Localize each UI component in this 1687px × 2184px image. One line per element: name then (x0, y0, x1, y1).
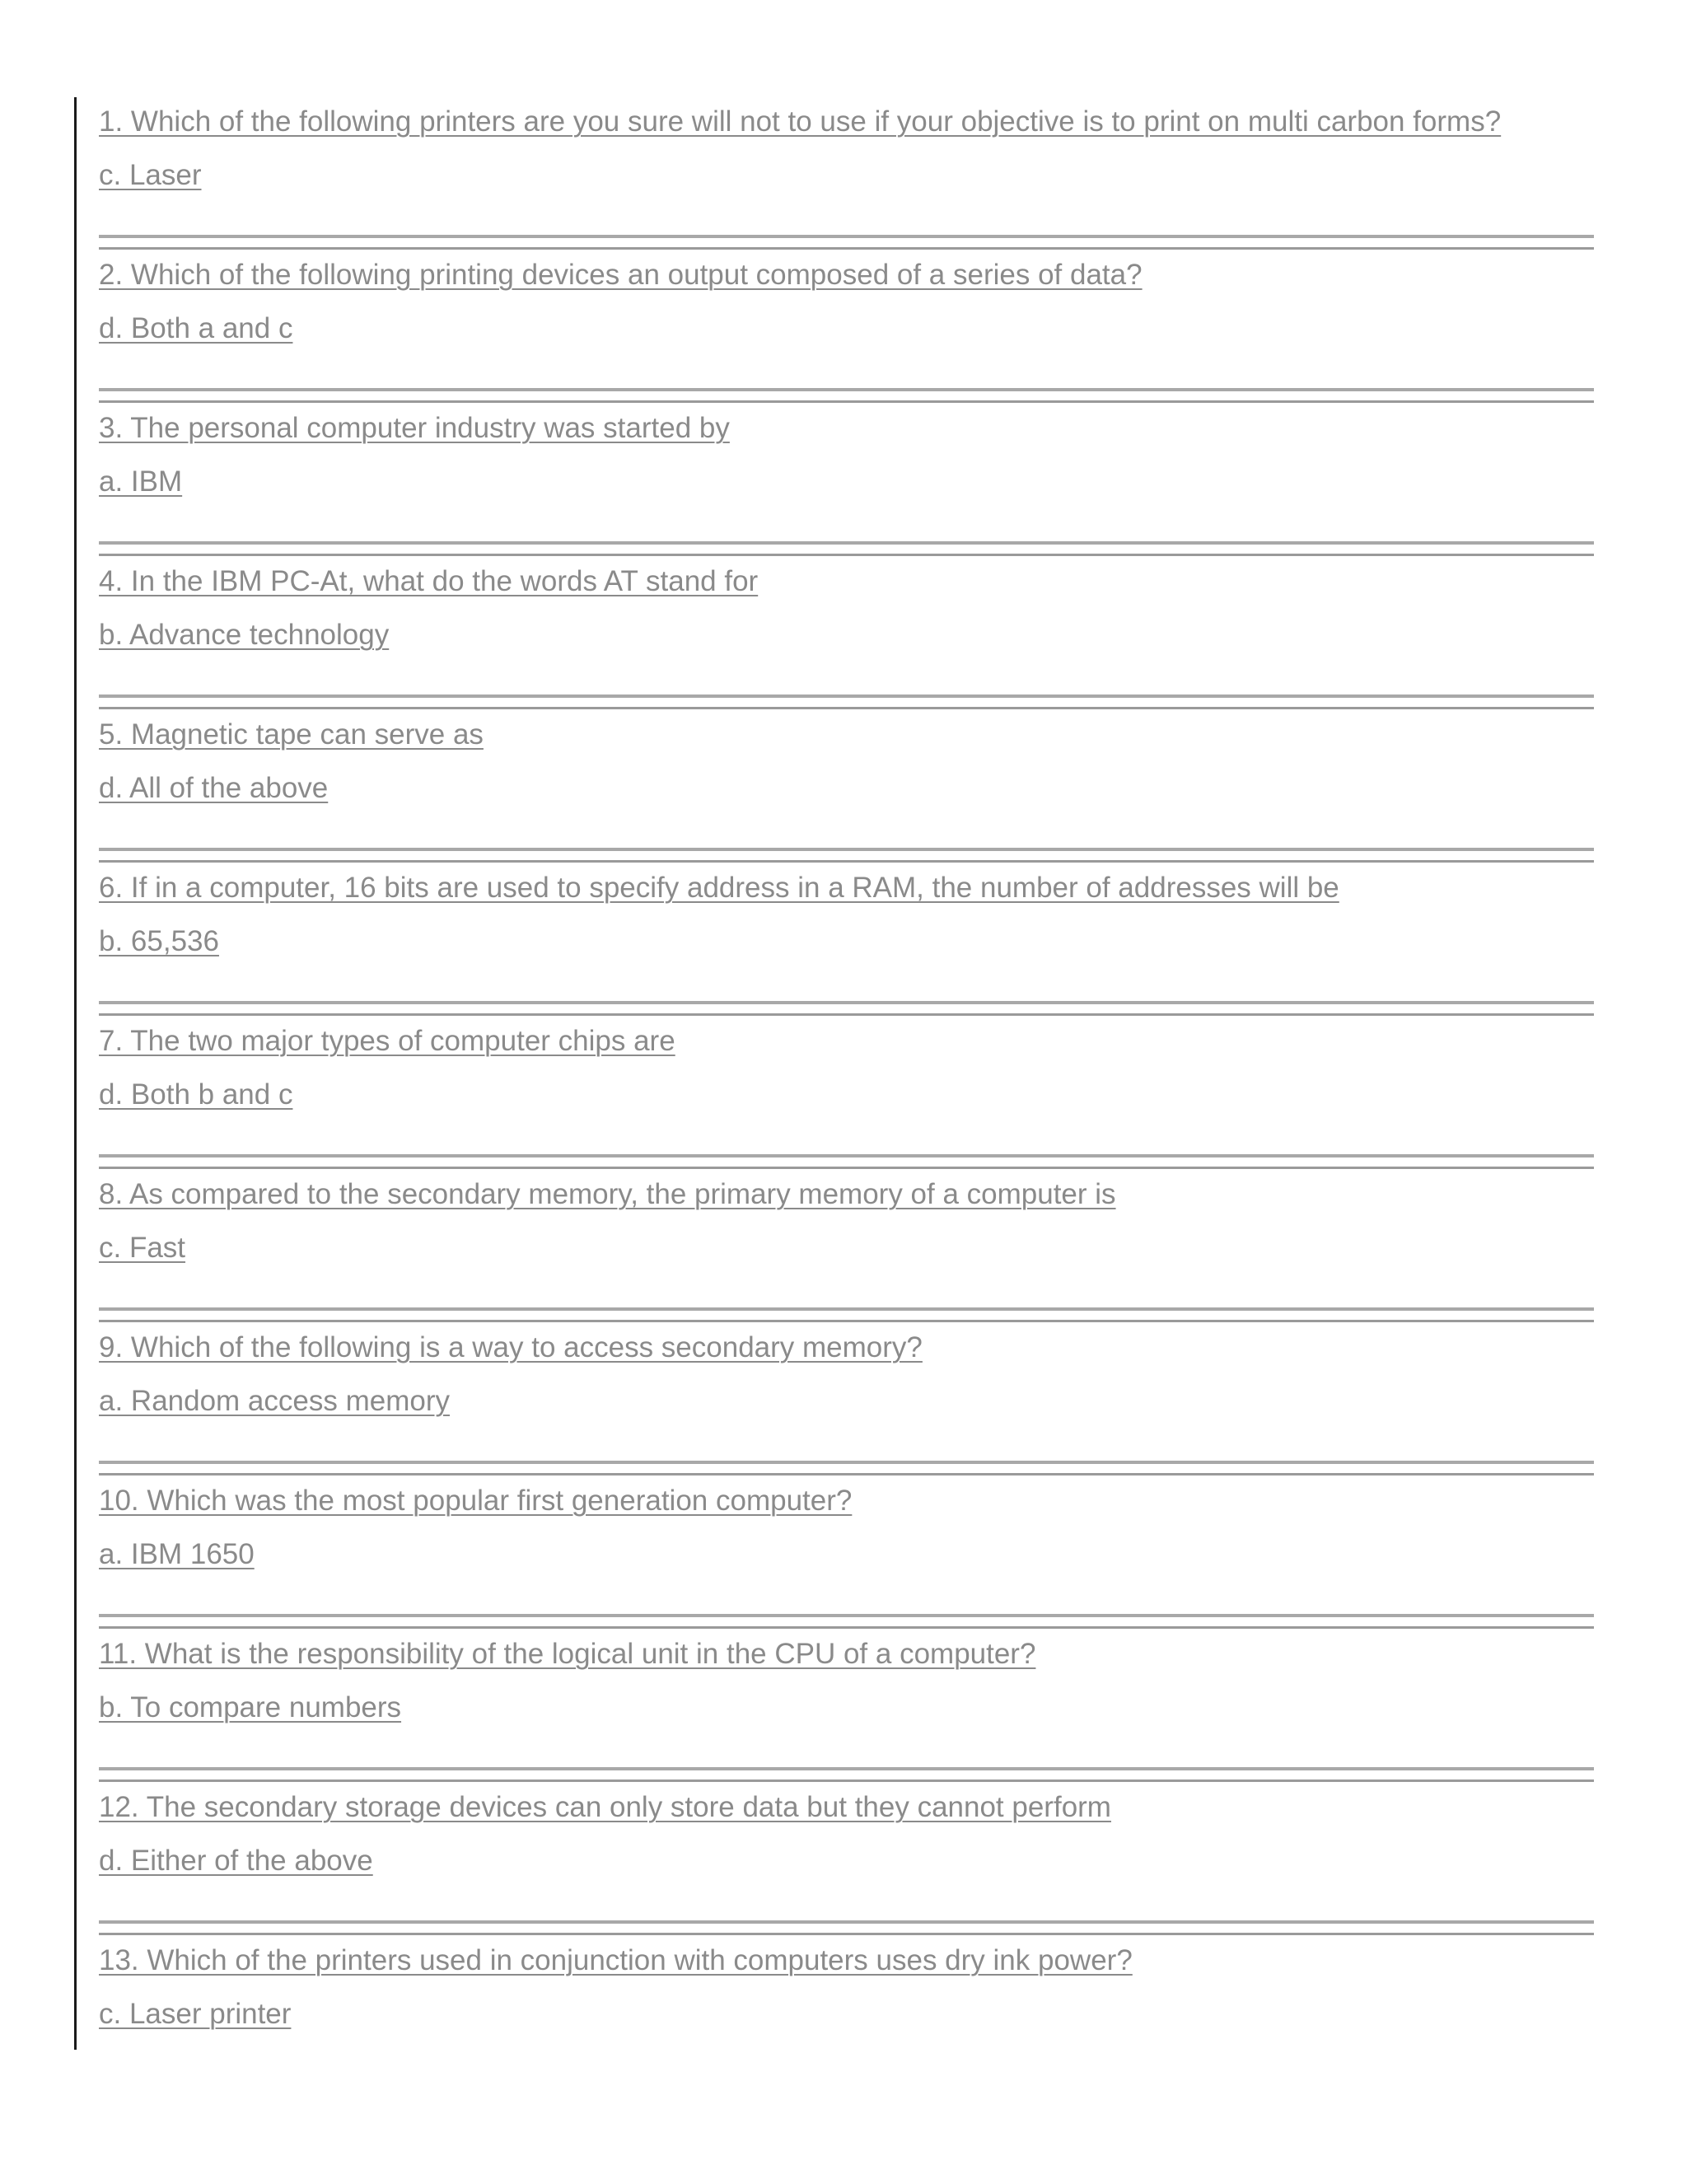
answer-link[interactable]: d. Either of the above (99, 1845, 373, 1877)
left-margin-rule (74, 97, 77, 2050)
question-link[interactable]: 12. The secondary storage devices can only store data but they cannot perform (99, 1791, 1111, 1823)
question-link[interactable]: 7. The two major types of computer chips are (99, 1025, 675, 1057)
qa-item (99, 1025, 1594, 1178)
answer-link[interactable]: a. Random access memory (99, 1385, 450, 1417)
qa-item (99, 872, 1594, 1025)
answer-link[interactable]: a. IBM (99, 465, 183, 498)
answer-link[interactable]: b. 65,536 (99, 925, 219, 957)
question-link[interactable]: 3. The personal computer industry was started by (99, 412, 730, 444)
answer-link[interactable]: b. To compare numbers (99, 1691, 402, 1723)
question-link[interactable]: 10. Which was the most popular first generation computer? (99, 1485, 853, 1517)
qa-item (99, 1944, 1594, 2097)
qa-item (99, 565, 1594, 718)
double-rule-divider (99, 1307, 1594, 1322)
double-rule-divider (99, 694, 1594, 709)
answer-link[interactable]: b. Advance technology (99, 619, 390, 651)
answer-link[interactable]: c. Laser (99, 159, 202, 191)
double-rule-divider (99, 1154, 1594, 1169)
answer-link[interactable]: c. Laser printer (99, 1998, 292, 2030)
question-link[interactable]: 9. Which of the following is a way to access secondary memory? (99, 1331, 923, 1363)
double-rule-divider (99, 848, 1594, 863)
qa-item (99, 1638, 1594, 1791)
answer-link[interactable]: d. All of the above (99, 772, 329, 804)
question-link[interactable]: 5. Magnetic tape can serve as (99, 718, 484, 751)
qa-item (99, 718, 1594, 872)
double-rule-divider (99, 1001, 1594, 1016)
question-link[interactable]: 2. Which of the following printing devices an output composed of a series of data? (99, 259, 1143, 291)
question-link[interactable]: 11. What is the responsibility of the logical unit in the CPU of a computer? (99, 1638, 1036, 1670)
question-link[interactable]: 1. Which of the following printers are you sure will not to use if your objective is to print on multi carbon forms? (99, 105, 1502, 138)
double-rule-divider (99, 1461, 1594, 1475)
qa-item (99, 412, 1594, 565)
double-rule-divider (99, 1767, 1594, 1782)
qa-item (99, 1331, 1594, 1485)
double-rule-divider (99, 235, 1594, 250)
question-link[interactable]: 4. In the IBM PC-At, what do the words AT stand for (99, 565, 759, 597)
qa-item (99, 105, 1594, 259)
question-answer-list (99, 105, 1594, 2097)
qa-item (99, 259, 1594, 412)
double-rule-divider (99, 1614, 1594, 1629)
question-link[interactable]: 8. As compared to the secondary memory, the primary memory of a computer is (99, 1178, 1116, 1210)
qa-item (99, 1485, 1594, 1638)
question-link[interactable]: 13. Which of the printers used in conjunction with computers uses dry ink power? (99, 1944, 1133, 1976)
qa-item (99, 1791, 1594, 1944)
double-rule-divider (99, 388, 1594, 403)
answer-link[interactable]: c. Fast (99, 1232, 186, 1264)
answer-link[interactable]: d. Both a and c (99, 312, 293, 344)
answer-link[interactable]: a. IBM 1650 (99, 1538, 255, 1570)
double-rule-divider (99, 1920, 1594, 1935)
qa-item (99, 1178, 1594, 1331)
double-rule-divider (99, 541, 1594, 556)
answer-link[interactable]: d. Both b and c (99, 1078, 293, 1111)
question-link[interactable]: 6. If in a computer, 16 bits are used to specify address in a RAM, the number of addresses will be (99, 872, 1339, 904)
